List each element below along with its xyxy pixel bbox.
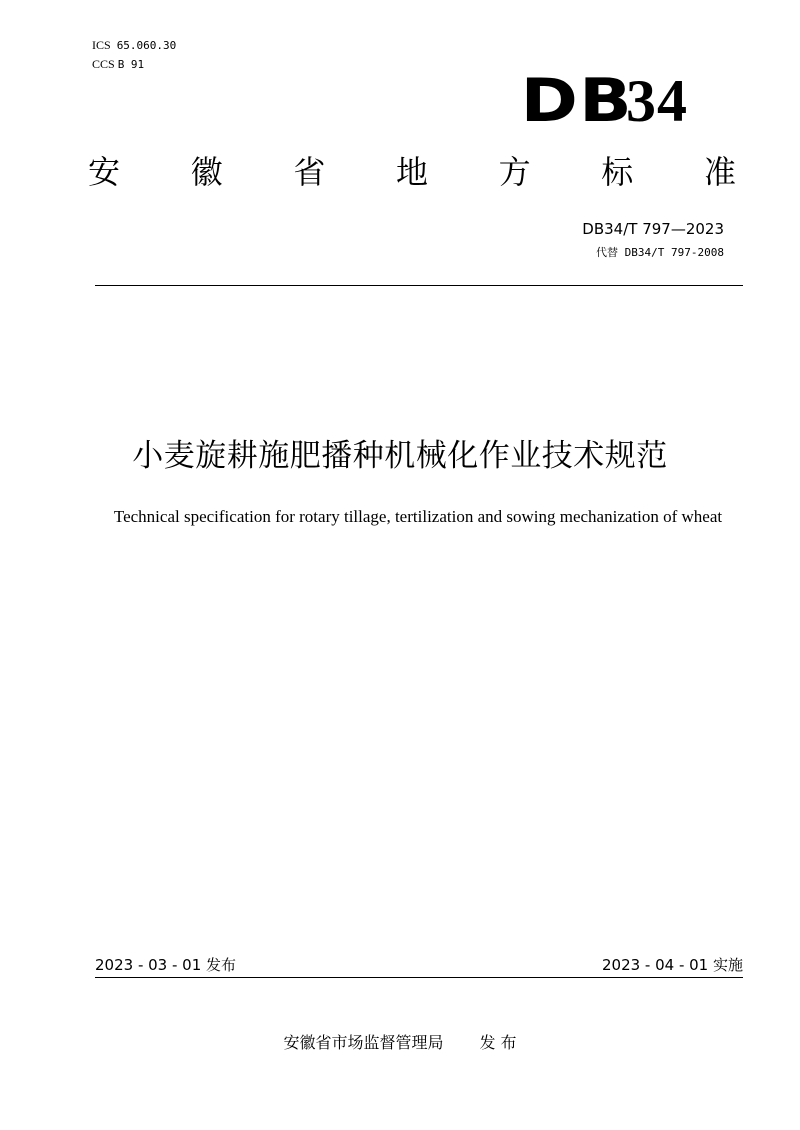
implement-date: 2023 - 04 - 01 实施 xyxy=(601,956,743,974)
title-english: Technical specification for rotary tillage, tertilization and sowing mechanization of wheat xyxy=(113,507,723,526)
heading-char: 地 xyxy=(395,153,428,191)
ccs-label: CCS xyxy=(92,57,115,71)
standard-number: DB34/T 797—2023 xyxy=(582,220,724,238)
title-chinese: 小麦旋耕施肥播种机械化作业技术规范 xyxy=(132,438,668,474)
logo-db: DB xyxy=(521,66,634,136)
logo-number: 34 xyxy=(626,68,688,134)
ics-label: ICS xyxy=(92,38,111,52)
header-divider xyxy=(95,285,743,286)
standard-logo xyxy=(521,66,688,136)
issuer xyxy=(0,1032,800,1054)
ics-value: 65.060.30 xyxy=(116,39,177,52)
heading-char: 徽 xyxy=(190,153,223,191)
issuer-action: 发 布 xyxy=(479,1033,517,1052)
heading-char: 准 xyxy=(703,153,736,191)
issuer-name: 安徽省市场监督管理局 xyxy=(283,1033,444,1052)
heading-char: 标 xyxy=(601,153,634,191)
province-standard-heading xyxy=(88,150,736,194)
ics-code xyxy=(92,36,176,55)
publish-date: 2023 - 03 - 01 发布 xyxy=(95,956,237,974)
footer-divider xyxy=(95,977,743,978)
heading-char: 安 xyxy=(88,153,121,191)
ccs-code xyxy=(92,55,176,74)
heading-char: 方 xyxy=(498,153,531,191)
heading-char: 省 xyxy=(293,153,326,191)
replaces-standard: 代替 DB34/T 797-2008 xyxy=(596,246,724,259)
ccs-value: B 91 xyxy=(117,58,145,71)
classification-codes xyxy=(92,36,176,74)
